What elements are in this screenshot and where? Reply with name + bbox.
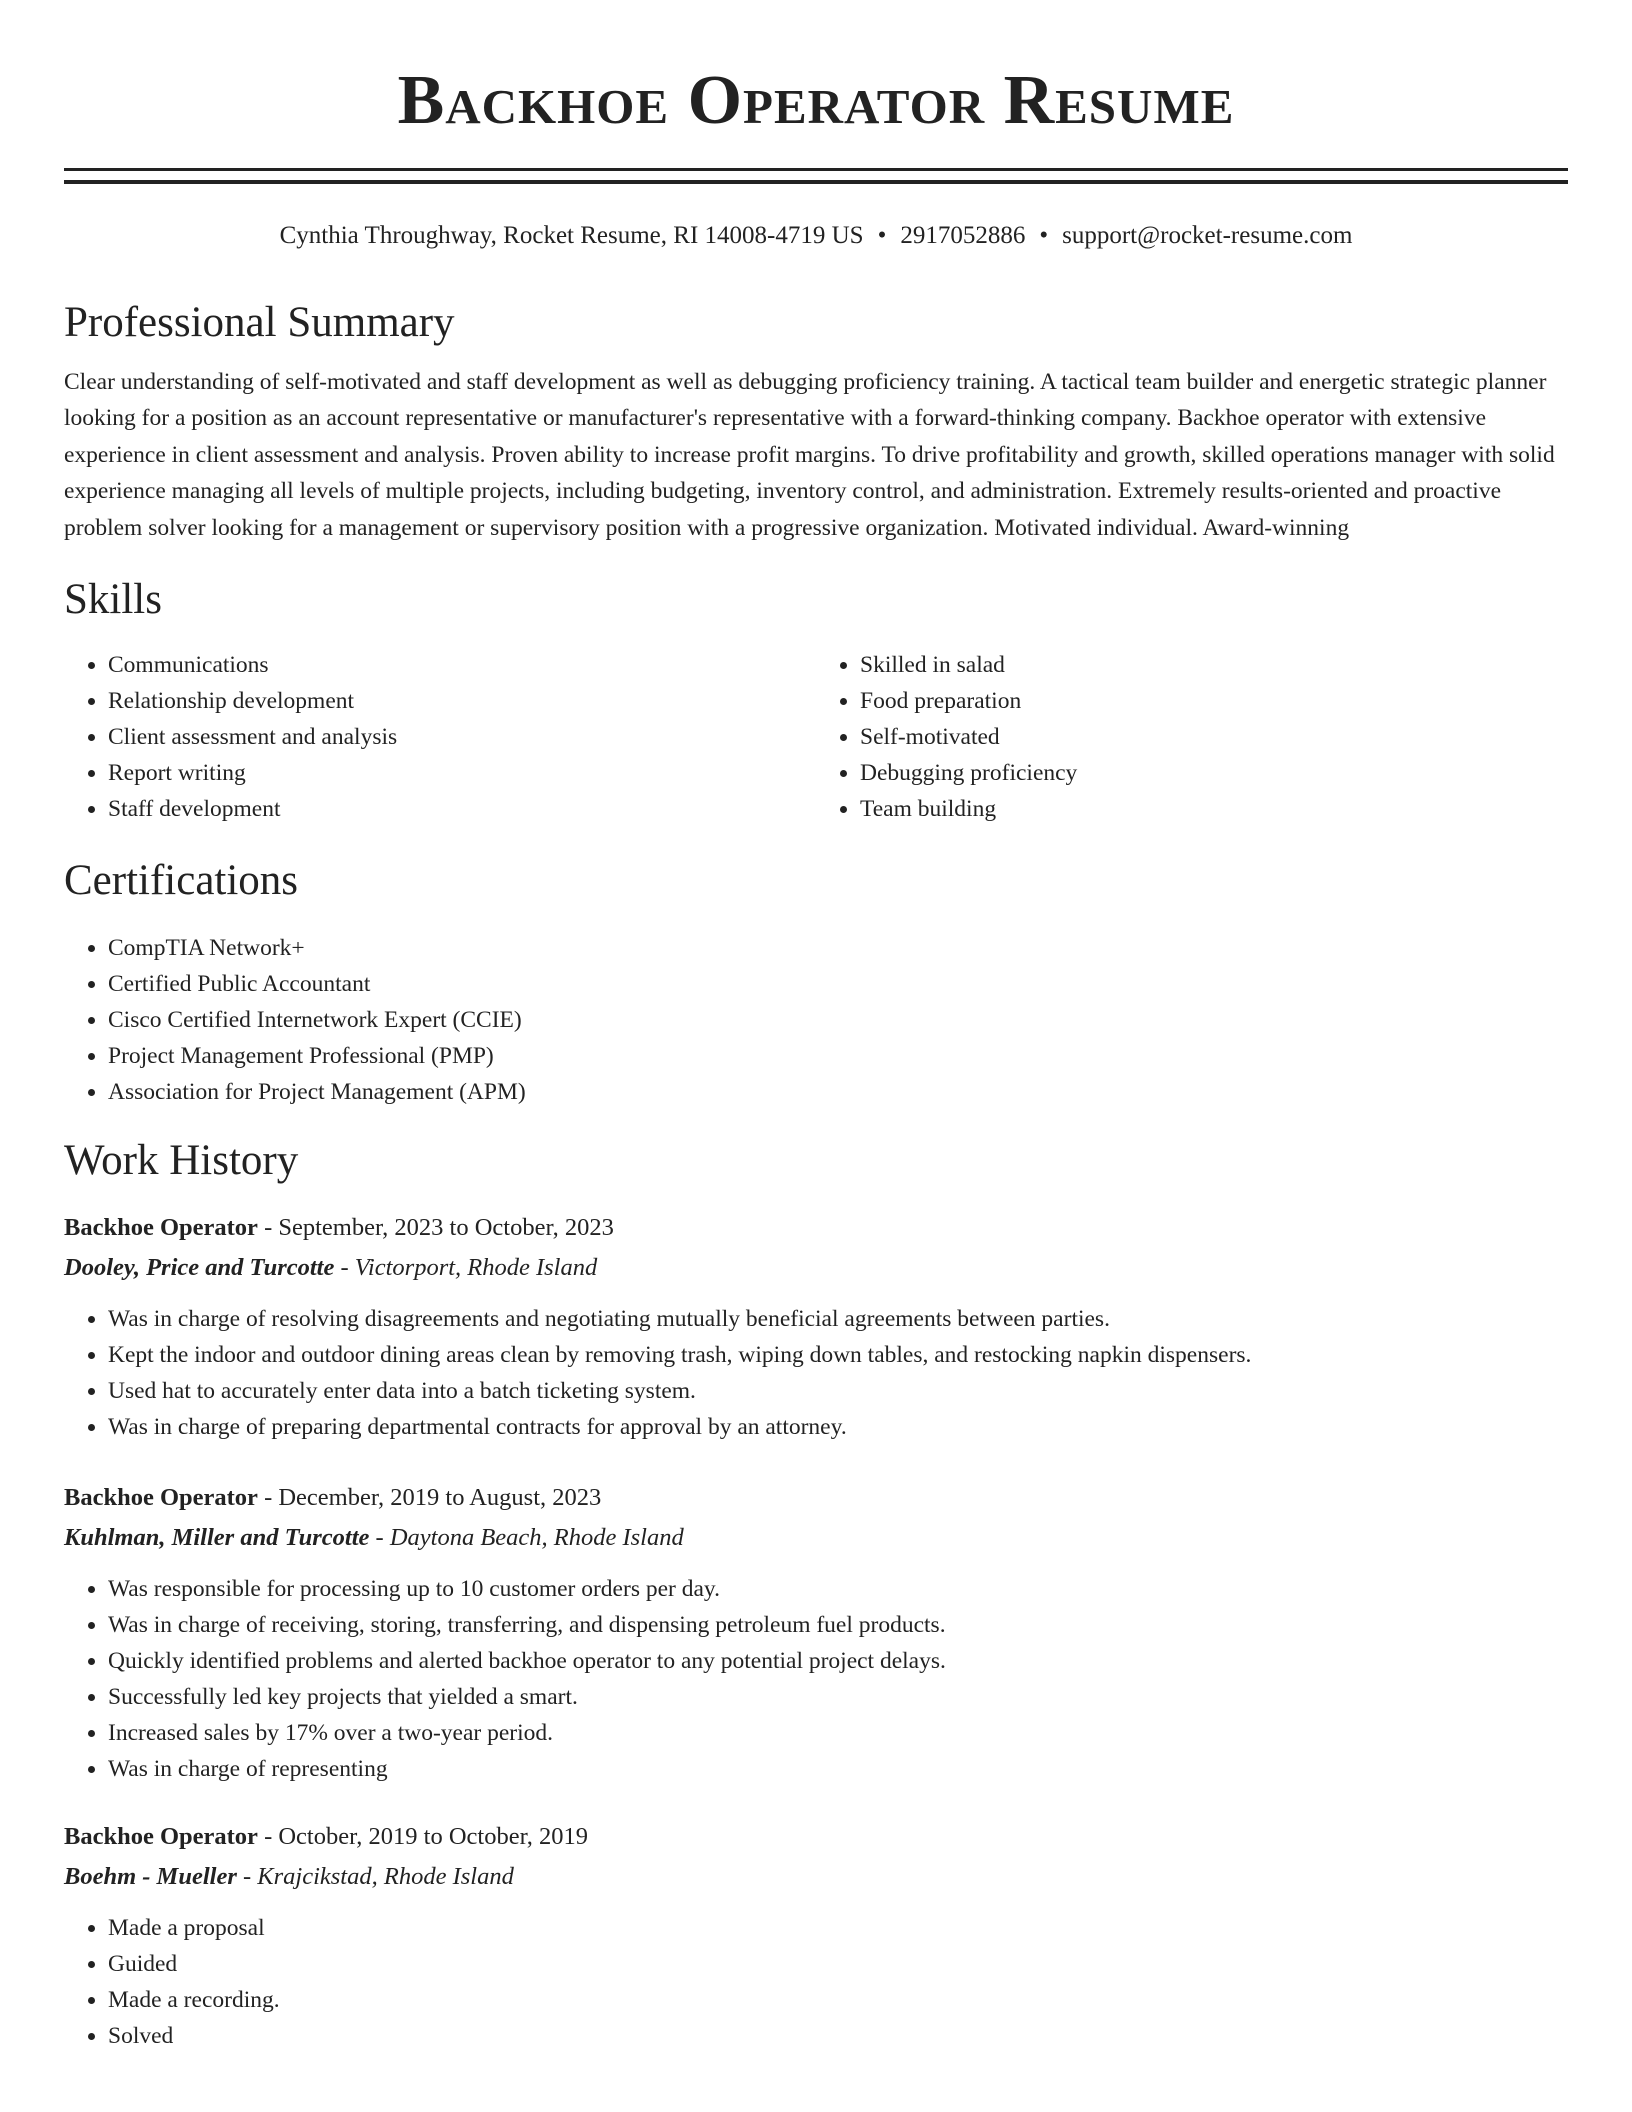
job-bullet-list (64, 1301, 1568, 1445)
job-bullet: • Made a recording. (108, 1982, 1568, 2018)
contact-email[interactable]: support@rocket-resume.com (1062, 222, 1353, 249)
job-company-line (64, 1858, 1568, 1895)
page-title: Backhoe Operator Resume (397, 62, 1235, 139)
skill-item: • Debugging proficiency (860, 755, 1568, 791)
certification-item: • CompTIA Network+ (108, 930, 1568, 966)
job-title-line (64, 1209, 1568, 1246)
job-role: Backhoe Operator (64, 1822, 258, 1850)
contact-separator: • (877, 222, 887, 249)
job-company: Boehm - Mueller (64, 1862, 237, 1890)
job-bullet: • Kept the indoor and outdoor dining areas clean by removing trash, wiping down tables, and restocking napkin dispensers. (108, 1337, 1568, 1373)
skills-list-left (64, 647, 816, 827)
skill-item: • Report writing (108, 755, 816, 791)
job-bullet: • Solved (108, 2018, 1568, 2054)
skill-item: • Communications (108, 647, 816, 683)
skill-item: • Self-motivated (860, 719, 1568, 755)
job-bullet: • Successfully led key projects that yielded a smart. (108, 1679, 1568, 1715)
job-bullet: • Made a proposal (108, 1910, 1568, 1946)
job-dates: - October, 2019 to October, 2019 (257, 1822, 589, 1850)
job-bullet: • Was in charge of representing (108, 1751, 1568, 1787)
job-dates: - September, 2023 to October, 2023 (257, 1213, 614, 1241)
job-bullet: • Was in charge of resolving disagreements and negotiating mutually beneficial agreements between parties. (108, 1301, 1568, 1337)
summary-heading: Professional Summary (64, 299, 455, 346)
contact-phone: 2917052886 (900, 222, 1026, 249)
job-bullet-list (64, 1910, 1568, 2054)
certification-item: • Project Management Professional (PMP) (108, 1038, 1568, 1074)
job-location: - Krajcikstad, Rhode Island (236, 1862, 514, 1890)
job-role: Backhoe Operator (64, 1483, 258, 1511)
job-company: Kuhlman, Miller and Turcotte (64, 1523, 370, 1551)
skills-list-right (816, 647, 1568, 827)
job-bullet: • Quickly identified problems and alerted backhoe operator to any potential project delays. (108, 1643, 1568, 1679)
contact-address: Cynthia Throughway, Rocket Resume, RI 14008-4719 US (279, 222, 864, 249)
certification-item: • Certified Public Accountant (108, 966, 1568, 1002)
job-bullet-list (64, 1571, 1568, 1787)
certifications-heading: Certifications (64, 856, 299, 904)
skills-columns (64, 647, 1568, 827)
job-company-line (64, 1249, 1568, 1286)
job-role: Backhoe Operator (64, 1213, 258, 1241)
job-dates: - December, 2019 to August, 2023 (257, 1483, 602, 1511)
job-bullet: • Used hat to accurately enter data into a batch ticketing system. (108, 1373, 1568, 1409)
skill-item: • Relationship development (108, 683, 816, 719)
job-bullet: • Guided (108, 1946, 1568, 1982)
job-location: - Daytona Beach, Rhode Island (369, 1523, 684, 1551)
contact-separator: • (1039, 222, 1049, 249)
job-company-line (64, 1519, 1568, 1556)
skill-item: • Skilled in salad (860, 647, 1568, 683)
title-divider (64, 168, 1568, 184)
job-entry (64, 1209, 1568, 1445)
job-title-line (64, 1479, 1568, 1516)
summary-text: Clear understanding of self-motivated and staff development as well as debugging proficiency training. A tactical team builder and energetic strategic planner looking for a position as an account representative or manufacturer's representative with a forward-thinking company. Backhoe operator with extensive experience in client assessment and analysis. Proven ability to increase profit margins. To drive profitability and growth, skilled operations manager with solid experience managing all levels of multiple projects, including budgeting, inventory control, and administration. Extremely results-oriented and proactive problem solver looking for a management or supervisory position with a progressive organization. Motivated individual. Award-winning (64, 368, 1555, 541)
skills-heading: Skills (64, 576, 162, 624)
job-title-line (64, 1818, 1568, 1855)
job-bullet: • Was in charge of receiving, storing, transferring, and dispensing petroleum fuel products. (108, 1607, 1568, 1643)
certifications-list (64, 930, 1568, 1110)
job-entry (64, 1479, 1568, 1787)
skill-item: • Food preparation (860, 683, 1568, 719)
certification-item: • Cisco Certified Internetwork Expert (CCIE) (108, 1002, 1568, 1038)
work-history-heading: Work History (64, 1137, 299, 1185)
job-location: - Victorport, Rhode Island (334, 1253, 598, 1281)
skill-item: • Client assessment and analysis (108, 719, 816, 755)
job-bullet: • Increased sales by 17% over a two-year period. (108, 1715, 1568, 1751)
skill-item: • Staff development (108, 791, 816, 827)
contact-line (64, 221, 1568, 251)
job-bullet: • Was in charge of preparing departmental contracts for approval by an attorney. (108, 1409, 1568, 1445)
job-company: Dooley, Price and Turcotte (64, 1253, 335, 1281)
job-bullet: • Was responsible for processing up to 10 customer orders per day. (108, 1571, 1568, 1607)
job-entry (64, 1818, 1568, 2054)
certification-item: • Association for Project Management (APM) (108, 1074, 1568, 1110)
skill-item: • Team building (860, 791, 1568, 827)
